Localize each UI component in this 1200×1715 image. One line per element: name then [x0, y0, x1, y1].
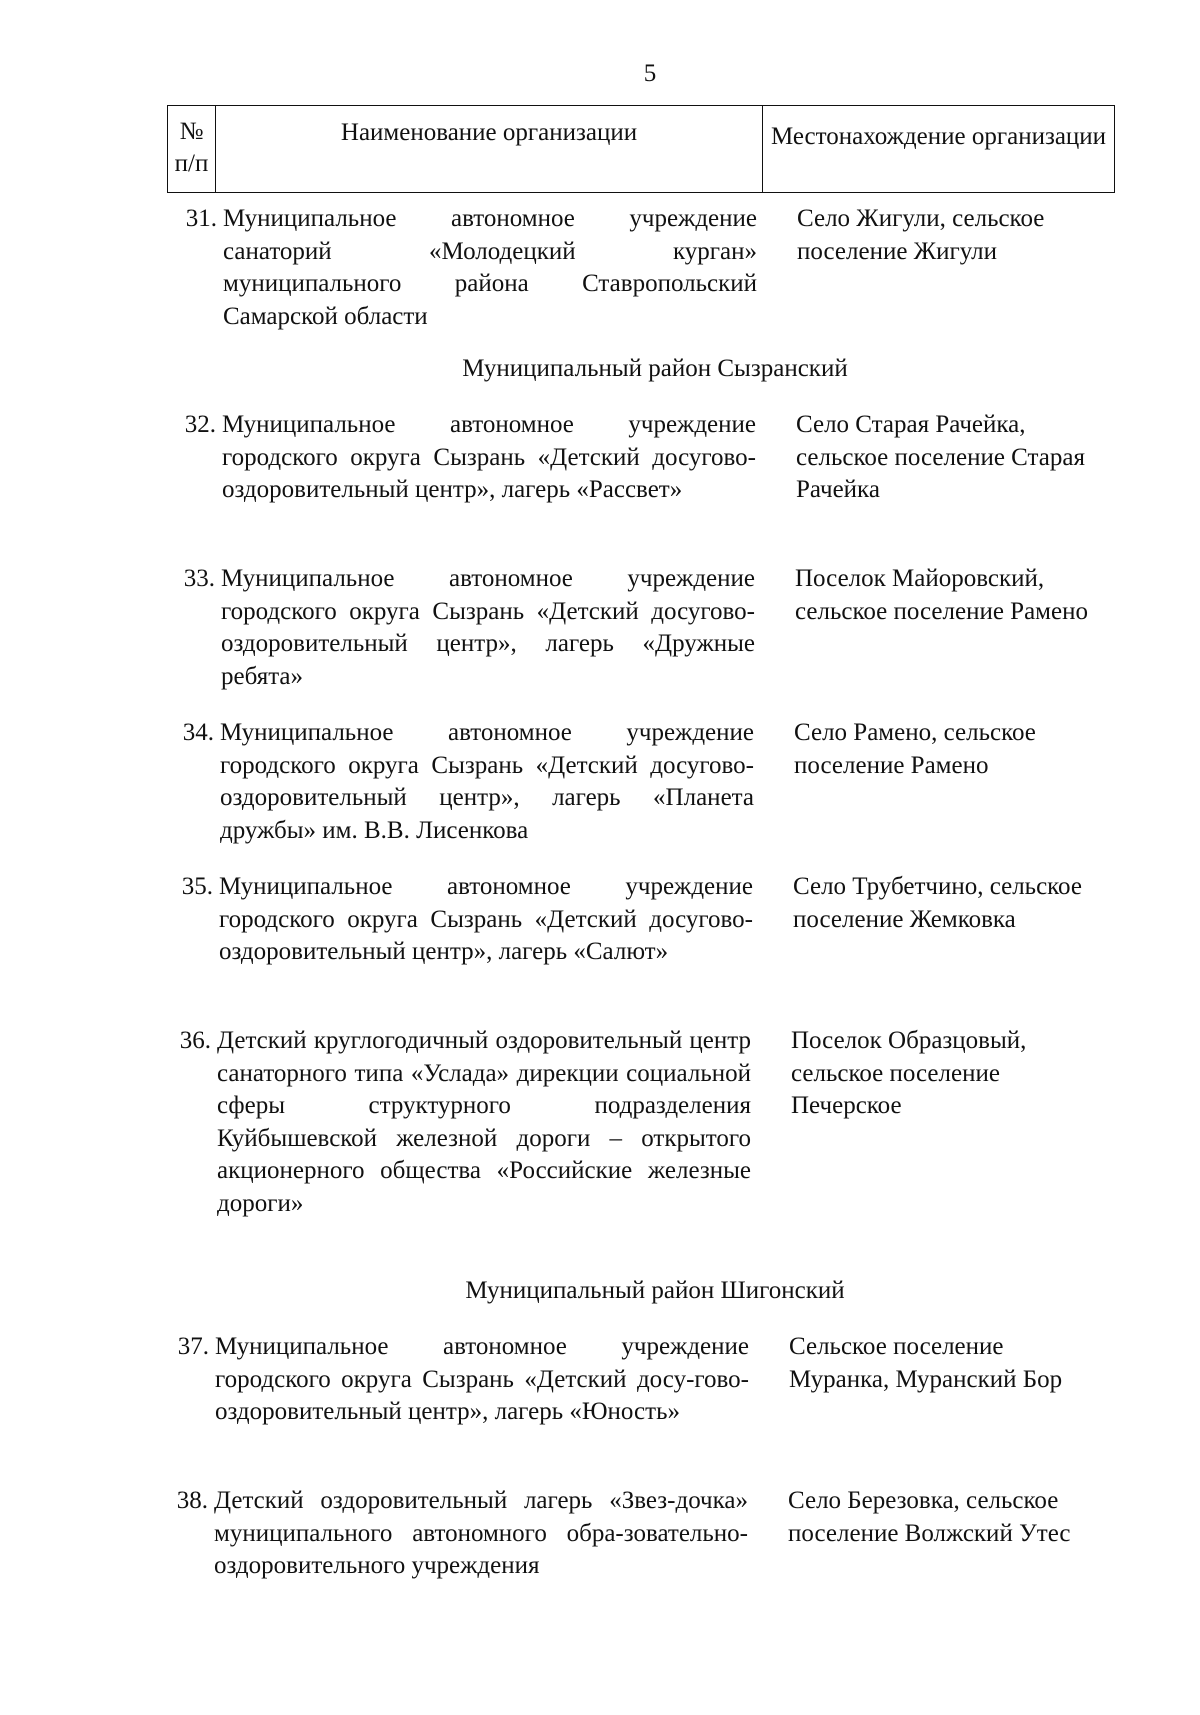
organization-name: Муниципальное автономное учреждение санаторий «Молодецкий курган» муниципального района Ставропольский Самарской области [223, 205, 757, 330]
header-number-column: № п/п [168, 106, 216, 192]
row-number: 33. [183, 565, 215, 592]
organization-location: Село Трубетчино, сельское поселение Жемковка [793, 873, 1082, 933]
organization-location: Село Березовка, сельское поселение Волжский Утес [788, 1487, 1071, 1547]
organization-name: Муниципальное автономное учреждение городского округа Сызрань «Детский досу-гово-оздоровительный центр», лагерь «Юность» [215, 1333, 749, 1425]
table-row [179, 1025, 1027, 1220]
row-number: 31. [185, 205, 217, 232]
row-number: 32. [184, 411, 216, 438]
section-title-syzran: Муниципальный район Сызранский [462, 355, 848, 382]
table-row [185, 203, 1045, 333]
organization-name: Детский круглогодичный оздоровительный центр санаторного типа «Услада» дирекции социальной сферы структурного подразделения Куйбышевской железной дороги – открытого акционерного общества «Российские железные дороги» [217, 1027, 751, 1217]
table-row [181, 871, 1082, 969]
organization-name: Детский оздоровительный лагерь «Звез-дочка» муниципального автономного обра-зовательно-оздоровительного учреждения [214, 1487, 748, 1579]
organization-location: Поселок Образцовый, сельское поселение Печерское [791, 1027, 1027, 1119]
page-number: 5 [643, 60, 657, 87]
organization-name: Муниципальное автономное учреждение городского округа Сызрань «Детский досугово-оздоровительный центр», лагерь «Салют» [219, 873, 753, 965]
organization-name: Муниципальное автономное учреждение городского округа Сызрань «Детский досугово-оздоровительный центр», лагерь «Планета дружбы» им. В.В. Лисенкова [220, 719, 754, 844]
table-row [184, 409, 1085, 507]
row-number: 38. [176, 1487, 208, 1514]
section-title-shigon: Муниципальный район Шигонский [465, 1277, 845, 1304]
table-row [183, 563, 1088, 693]
organization-name: Муниципальное автономное учреждение городского округа Сызрань «Детский досугово-оздоровительный центр», лагерь «Дружные ребята» [221, 565, 755, 690]
organization-location: Село Жигули, сельское поселение Жигули [797, 205, 1045, 265]
organization-location: Село Старая Рачейка, сельское поселение Старая Рачейка [796, 411, 1085, 503]
organization-location: Село Рамено, сельское поселение Рамено [794, 719, 1036, 779]
table-row [182, 717, 1036, 847]
organization-location: Поселок Майоровский, сельское поселение Рамено [795, 565, 1088, 625]
organization-name: Муниципальное автономное учреждение городского округа Сызрань «Детский досугово-оздоровительный центр», лагерь «Рассвет» [222, 411, 756, 503]
row-number: 36. [179, 1027, 211, 1054]
organization-location: Сельское поселение Муранка, Муранский Бор [789, 1333, 1063, 1393]
header-name-column: Наименование организации [216, 106, 763, 192]
header-location-column: Местонахождение организации [770, 123, 1107, 150]
row-number: 34. [182, 719, 214, 746]
table-row [176, 1485, 1071, 1583]
table-row [177, 1331, 1063, 1429]
table-header [167, 105, 1115, 193]
row-number: 35. [181, 873, 213, 900]
row-number: 37. [177, 1333, 209, 1360]
